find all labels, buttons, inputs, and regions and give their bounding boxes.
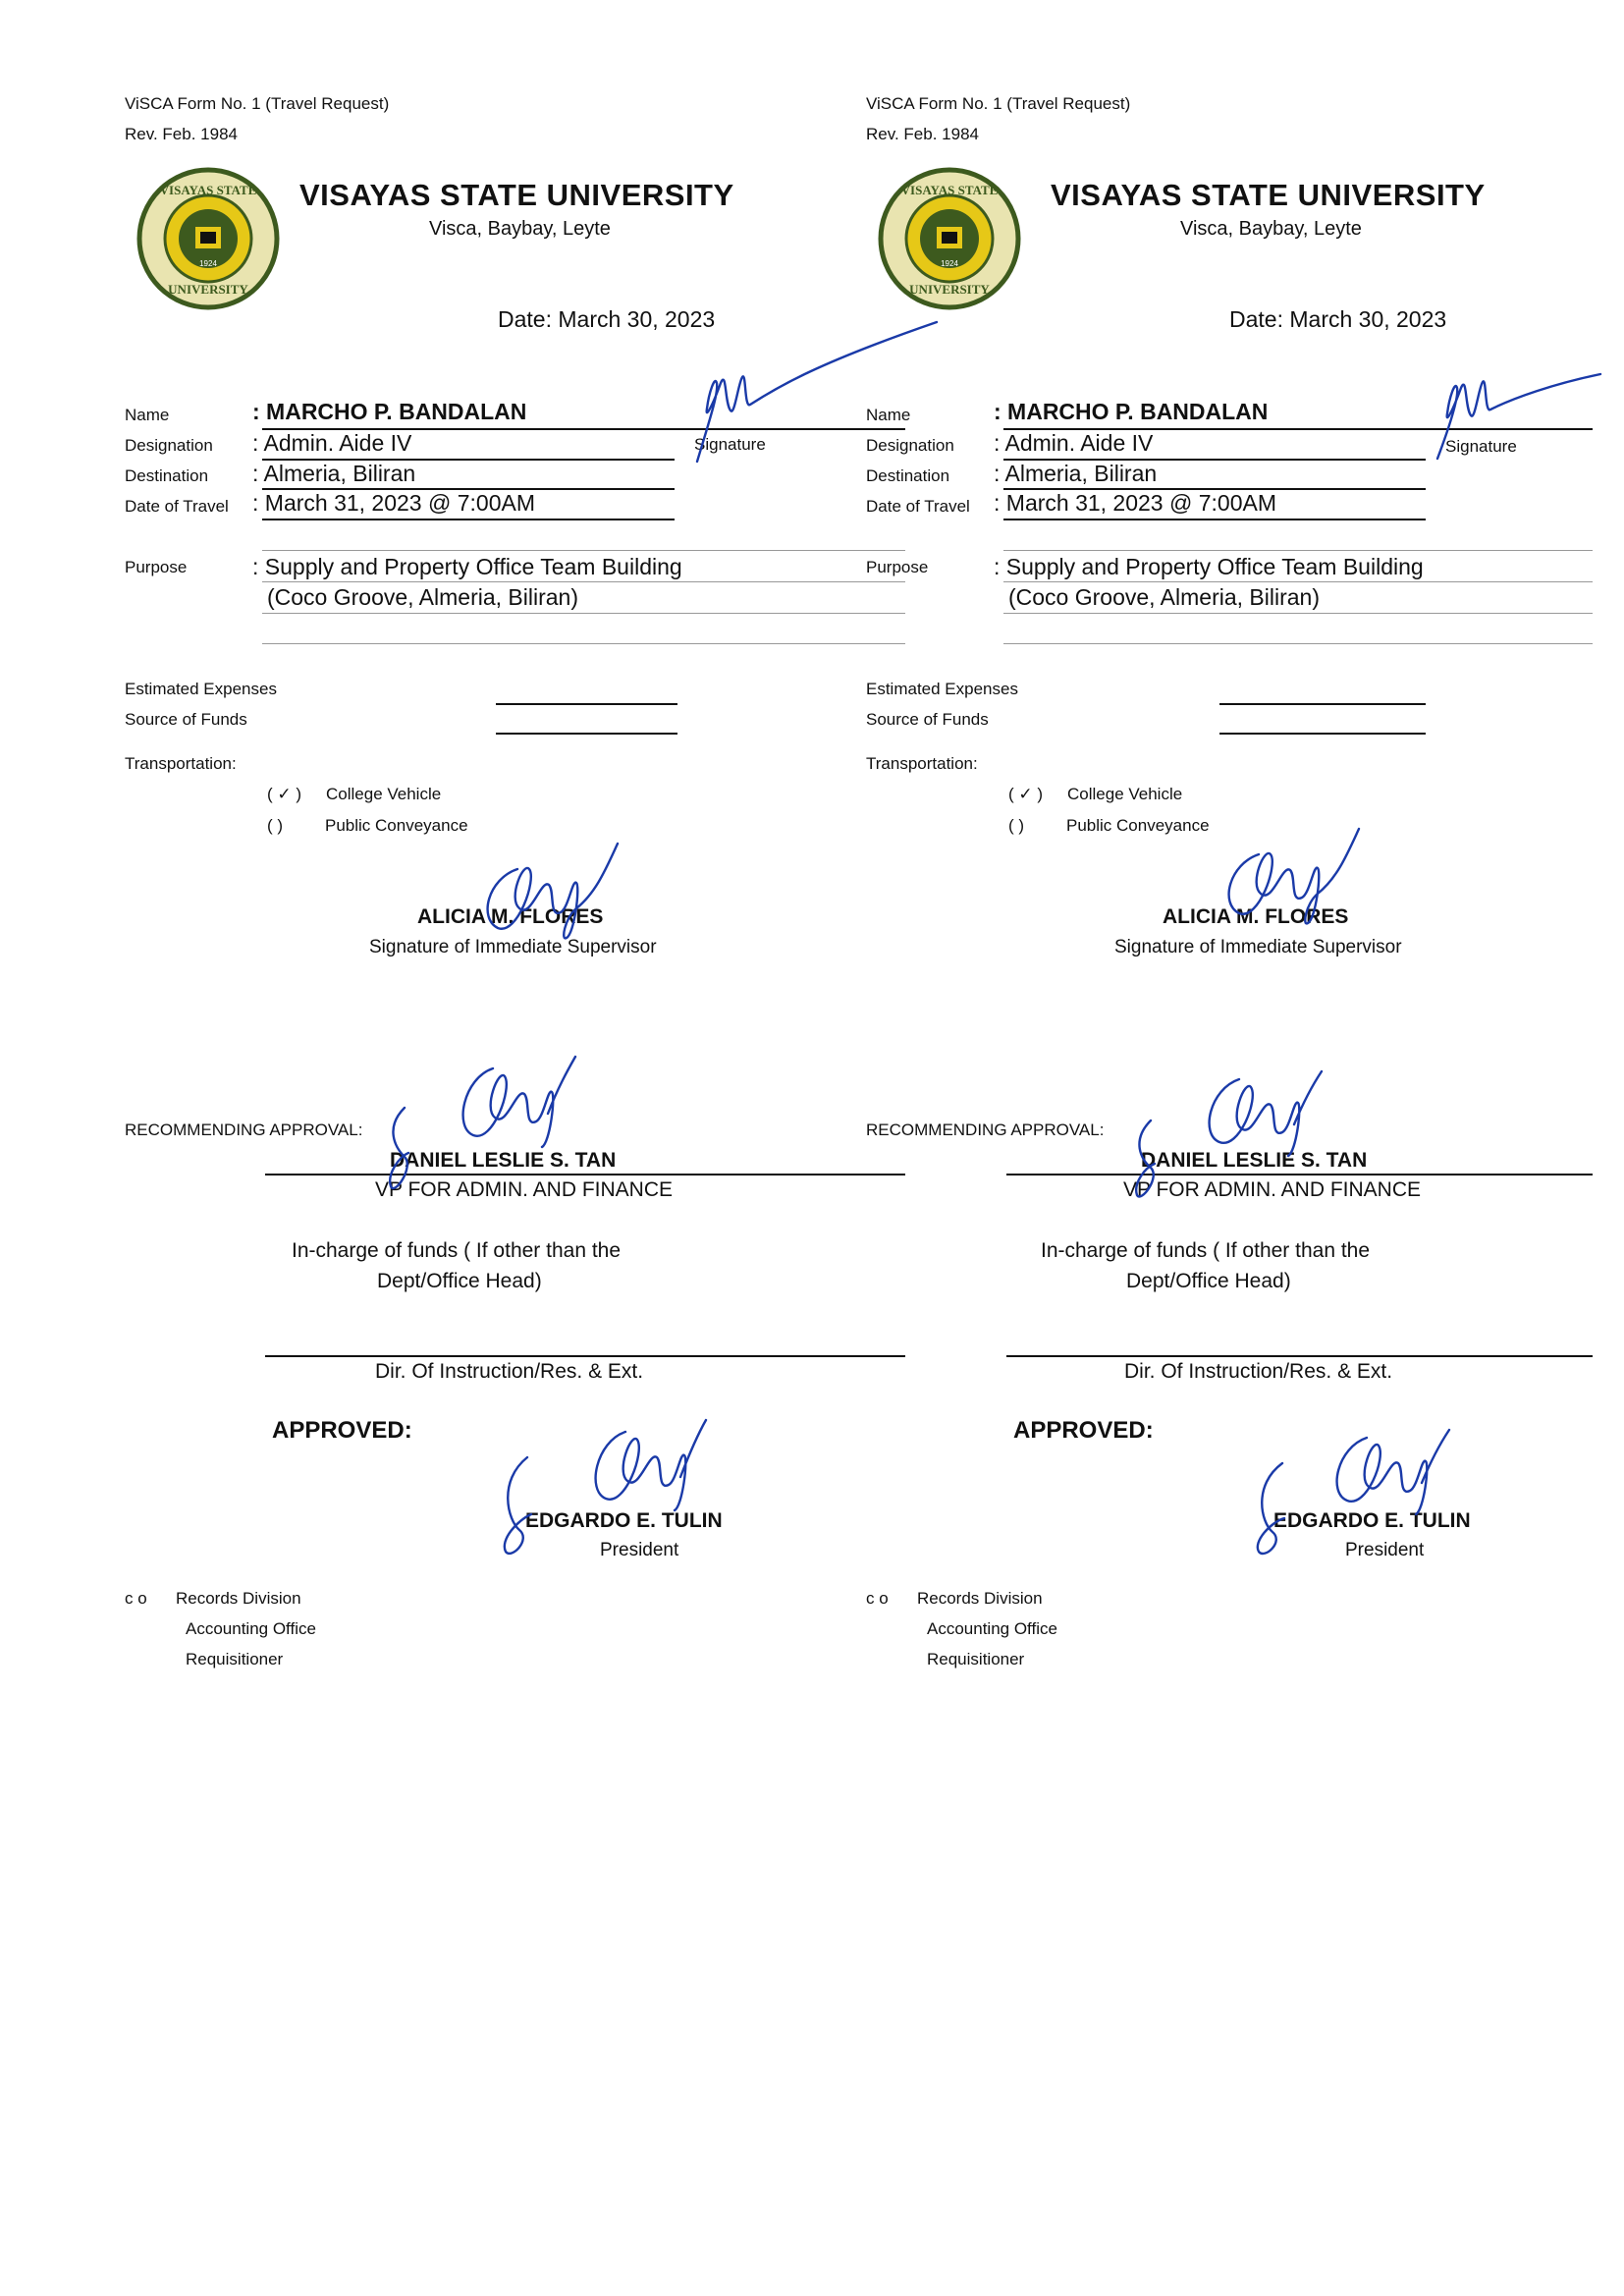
- date-of-travel-label: Date of Travel: [125, 497, 229, 516]
- college-vehicle-checkbox: ( ✓ ): [267, 785, 302, 803]
- supervisor-signature-icon: [1200, 825, 1396, 933]
- seal-text-top: VISAYAS STATE: [900, 183, 999, 197]
- source-of-funds-label: Source of Funds: [866, 710, 989, 729]
- destination-label: Destination: [866, 466, 950, 485]
- incharge-line-2: Dept/Office Head): [377, 1270, 542, 1292]
- destination-value: : Almeria, Biliran: [994, 461, 1158, 486]
- purpose-label: Purpose: [125, 558, 188, 576]
- president-signature-icon: [1239, 1424, 1465, 1561]
- travel-request-form-left: [125, 0, 871, 1728]
- cc-item: Accounting Office: [186, 1619, 316, 1638]
- purpose-line-2: (Coco Groove, Almeria, Biliran): [1008, 584, 1320, 610]
- estimated-expenses-label: Estimated Expenses: [125, 680, 277, 698]
- signature-label: Signature: [1445, 437, 1517, 456]
- seal-year: 1924: [941, 259, 958, 268]
- university-address: Visca, Baybay, Leyte: [429, 218, 611, 240]
- public-conveyance-checkbox: ( ): [1008, 816, 1025, 835]
- university-name: VISAYAS STATE UNIVERSITY: [299, 178, 734, 212]
- name-value: : MARCHO P. BANDALAN: [252, 399, 527, 424]
- director-title: Dir. Of Instruction/Res. & Ext.: [375, 1360, 644, 1383]
- purpose-label: Purpose: [866, 558, 929, 576]
- date-of-travel-value: : March 31, 2023 @ 7:00AM: [994, 490, 1276, 516]
- approved-label: APPROVED:: [272, 1417, 412, 1444]
- signature-label: Signature: [694, 435, 766, 454]
- cc-item: Requisitioner: [186, 1650, 284, 1668]
- president-name: EDGARDO E. TULIN: [525, 1509, 723, 1532]
- recommending-title: VP FOR ADMIN. AND FINANCE: [1123, 1178, 1421, 1201]
- name-label: Name: [866, 406, 911, 424]
- public-conveyance-label: Public Conveyance: [325, 816, 468, 835]
- name-value: : MARCHO P. BANDALAN: [994, 399, 1269, 424]
- form-number: ViSCA Form No. 1 (Travel Request): [866, 94, 1131, 113]
- name-label: Name: [125, 406, 170, 424]
- seal-text-bottom: UNIVERSITY: [909, 282, 990, 297]
- president-signature-icon: [488, 1412, 714, 1559]
- form-revision: Rev. Feb. 1984: [866, 125, 979, 143]
- public-conveyance-label: Public Conveyance: [1066, 816, 1210, 835]
- designation-label: Designation: [125, 436, 213, 455]
- form-number: ViSCA Form No. 1 (Travel Request): [125, 94, 390, 113]
- supervisor-title: Signature of Immediate Supervisor: [1114, 937, 1402, 957]
- incharge-line-1: In-charge of funds ( If other than the: [1041, 1239, 1371, 1262]
- supervisor-name: ALICIA M. FLORES: [417, 905, 604, 928]
- supervisor-name: ALICIA M. FLORES: [1163, 905, 1349, 928]
- public-conveyance-checkbox: ( ): [267, 816, 284, 835]
- request-date: Date: March 30, 2023: [498, 306, 716, 332]
- director-title: Dir. Of Instruction/Res. & Ext.: [1124, 1360, 1393, 1383]
- seal-year: 1924: [199, 259, 217, 268]
- date-of-travel-value: : March 31, 2023 @ 7:00AM: [252, 490, 535, 516]
- recommending-name: DANIEL LESLIE S. TAN: [1141, 1149, 1368, 1172]
- recommending-approval-label: RECOMMENDING APPROVAL:: [125, 1121, 363, 1139]
- seal-text-bottom: UNIVERSITY: [168, 282, 248, 297]
- transportation-label: Transportation:: [125, 754, 237, 773]
- transportation-label: Transportation:: [866, 754, 978, 773]
- designation-value: : Admin. Aide IV: [994, 430, 1154, 456]
- recommending-signature-icon: [1121, 1066, 1327, 1208]
- college-vehicle-label: College Vehicle: [326, 785, 442, 803]
- college-vehicle-checkbox: ( ✓ ): [1008, 785, 1044, 803]
- supervisor-signature-icon: [459, 840, 655, 948]
- purpose-line-2: (Coco Groove, Almeria, Biliran): [267, 584, 578, 610]
- college-vehicle-label: College Vehicle: [1067, 785, 1183, 803]
- designation-value: : Admin. Aide IV: [252, 430, 412, 456]
- source-of-funds-label: Source of Funds: [125, 710, 247, 729]
- recommending-title: VP FOR ADMIN. AND FINANCE: [375, 1178, 673, 1201]
- request-date: Date: March 30, 2023: [1229, 306, 1447, 332]
- destination-label: Destination: [125, 466, 209, 485]
- university-seal-icon: [876, 165, 1023, 312]
- recommending-name: DANIEL LESLIE S. TAN: [390, 1149, 617, 1172]
- designation-label: Designation: [866, 436, 954, 455]
- recommending-approval-label: RECOMMENDING APPROVAL:: [866, 1121, 1105, 1139]
- travel-request-form-right: [866, 0, 1612, 1728]
- president-title: President: [600, 1540, 679, 1560]
- university-seal-icon: [135, 165, 282, 312]
- incharge-line-2: Dept/Office Head): [1126, 1270, 1291, 1292]
- president-title: President: [1345, 1540, 1425, 1560]
- president-name: EDGARDO E. TULIN: [1273, 1509, 1471, 1532]
- cc-item: Accounting Office: [927, 1619, 1057, 1638]
- university-address: Visca, Baybay, Leyte: [1180, 218, 1362, 240]
- requester-signature-icon: [1416, 349, 1602, 466]
- seal-text-top: VISAYAS STATE: [159, 183, 257, 197]
- incharge-line-1: In-charge of funds ( If other than the: [292, 1239, 622, 1262]
- form-revision: Rev. Feb. 1984: [125, 125, 238, 143]
- cc-item: Records Division: [176, 1589, 301, 1608]
- cc-label: c o: [125, 1589, 147, 1608]
- cc-item: Requisitioner: [927, 1650, 1025, 1668]
- estimated-expenses-label: Estimated Expenses: [866, 680, 1018, 698]
- university-name: VISAYAS STATE UNIVERSITY: [1051, 178, 1486, 212]
- purpose-line-1: : Supply and Property Office Team Building: [252, 554, 682, 579]
- destination-value: : Almeria, Biliran: [252, 461, 416, 486]
- date-of-travel-label: Date of Travel: [866, 497, 970, 516]
- approved-label: APPROVED:: [1013, 1417, 1154, 1444]
- purpose-line-1: : Supply and Property Office Team Building: [994, 554, 1424, 579]
- cc-item: Records Division: [917, 1589, 1043, 1608]
- cc-label: c o: [866, 1589, 889, 1608]
- supervisor-title: Signature of Immediate Supervisor: [369, 937, 657, 957]
- recommending-signature-icon: [375, 1049, 581, 1206]
